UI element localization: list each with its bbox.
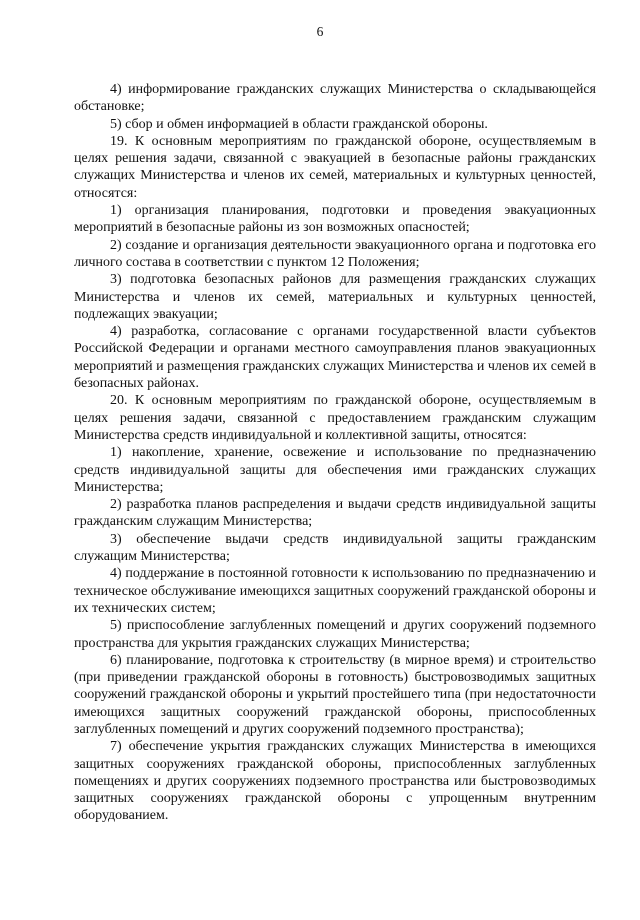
paragraph-20-item-5: 5) приспособление заглубленных помещений и других сооружений подземного пространства для укрытия гражданских служащих Министерства; xyxy=(74,618,596,651)
paragraph-20-protection: 20. К основным мероприятиям по гражданской обороне, осуществляемым в целях решения задачи, связанной с предоставлением гражданским служащим Министерства средств индивидуальной и коллективной защиты, относятся: xyxy=(74,393,596,443)
paragraph-19-evacuation: 19. К основным мероприятиям по гражданской обороне, осуществляемым в целях решения задачи, связанной с эвакуацией в безопасные районы гражданских служащих Министерства и членов их семей, материальных и культурных ценностей, относятся: xyxy=(74,133,596,201)
paragraph-20-item-7: 7) обеспечение укрытия гражданских служащих Министерства в имеющихся защитных сооружениях гражданской обороны, приспособленных заглубленных помещениях и других сооружениях подземного пространства или быстровозводимых защитных сооружениях гражданской обороны с упрощенным внутренним оборудованием. xyxy=(74,739,596,824)
paragraph-4-inform: 4) информирование гражданских служащих Министерства о складывающейся обстановке; xyxy=(74,82,596,115)
page-number: 6 xyxy=(316,24,324,39)
paragraph-20-item-1: 1) накопление, хранение, освежение и использование по предназначению средств индивидуальной защиты для обеспечения ими гражданских служащих Министерства; xyxy=(74,445,596,495)
paragraph-20-item-2: 2) разработка планов распределения и выдачи средств индивидуальной защиты гражданским служащим Министерства; xyxy=(74,497,596,530)
paragraph-20-item-3: 3) обеспечение выдачи средств индивидуальной защиты гражданским служащим Министерства; xyxy=(74,531,596,565)
paragraph-20-item-4: 4) поддержание в постоянной готовности к использованию по предназначению и техническое обслуживание имеющихся защитных сооружений гражданской обороны и их технических систем; xyxy=(74,566,596,616)
paragraph-20-item-6: 6) планирование, подготовка к строительству (в мирное время) и строительство (при приведении гражданской обороны в готовность) быстровозводимых защитных сооружений гражданской обороны и укрытий простейшего типа (при недостаточности имеющихся защитных сооружений гражданской обороны, приспособленных заглубленных помещений и других сооружений подземного пространства); xyxy=(74,652,596,737)
paragraph-19-item-1: 1) организация планирования, подготовки и проведения эвакуационных мероприятий в безопасные районы из зон возможных опасностей; xyxy=(74,203,596,236)
paragraph-19-item-2: 2) создание и организация деятельности эвакуационного органа и подготовка его личного состава в соответствии с пунктом 12 Положения; xyxy=(74,237,596,270)
paragraph-5-info-exchange: 5) сбор и обмен информацией в области гражданской обороны. xyxy=(110,116,488,132)
paragraph-19-item-3: 3) подготовка безопасных районов для размещения гражданских служащих Министерства и членов их семей, материальных и культурных ценностей, подлежащих эвакуации; xyxy=(74,272,596,322)
paragraph-19-item-4: 4) разработка, согласование с органами государственной власти субъектов Российской Федерации и органами местного самоуправления планов эвакуационных мероприятий и размещения гражданских служащих Министерства и членов их семей в безопасных районах. xyxy=(74,324,596,392)
document-body xyxy=(74,81,596,825)
